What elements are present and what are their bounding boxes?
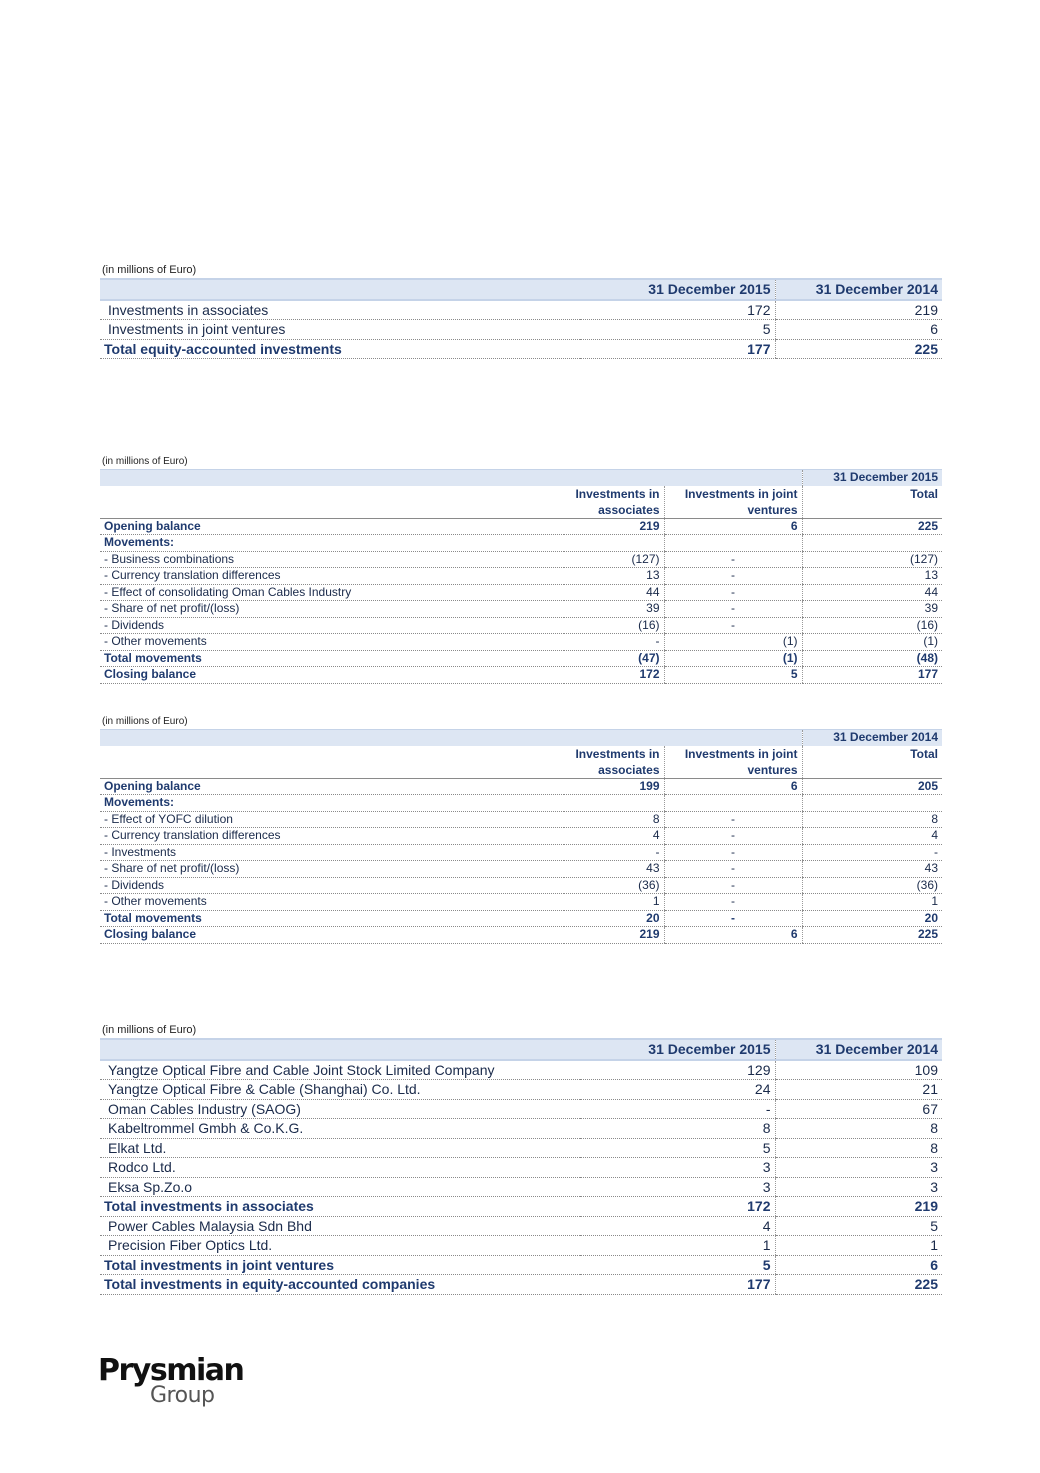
value-joint-ventures: - <box>664 568 802 585</box>
value-associates: 1 <box>564 894 664 911</box>
value-joint-ventures: 6 <box>664 927 802 944</box>
period-row <box>100 470 942 486</box>
table-row <box>100 1255 942 1275</box>
unit-label: (in millions of Euro) <box>102 456 188 467</box>
header-label <box>100 1039 580 1060</box>
col-associates: Investments in associates <box>575 486 660 517</box>
col-total: Total <box>802 746 942 779</box>
row-label: - Other movements <box>100 634 564 651</box>
value-associates: 4 <box>564 828 664 845</box>
value-2015: 24 <box>580 1080 775 1100</box>
row-label: - Share of net profit/(loss) <box>100 861 564 878</box>
value-total: 205 <box>802 778 942 795</box>
value-joint-ventures: - <box>664 584 802 601</box>
table-row <box>100 1236 942 1256</box>
movements-2014-table <box>100 729 942 944</box>
value-associates: (47) <box>564 650 664 667</box>
value-2015: 5 <box>580 1138 775 1158</box>
value-total: 4 <box>802 828 942 845</box>
header-2015: 31 December 2015 <box>580 279 775 300</box>
value-2015: 4 <box>580 1216 775 1236</box>
row-label: Closing balance <box>100 927 564 944</box>
value-2014: 67 <box>775 1099 942 1119</box>
value-joint-ventures: - <box>664 844 802 861</box>
row-label: Movements: <box>100 535 564 552</box>
value-total: 20 <box>802 910 942 927</box>
value-joint-ventures <box>664 535 802 552</box>
value-associates: (127) <box>564 551 664 568</box>
movements-2015 <box>100 456 942 684</box>
value-total <box>802 535 942 552</box>
value-associates <box>564 535 664 552</box>
row-label: - Business combinations <box>100 551 564 568</box>
table-row <box>100 1060 942 1080</box>
row-label: Closing balance <box>100 667 564 684</box>
table-row <box>100 1158 942 1178</box>
row-label: Rodco Ltd. <box>100 1158 580 1178</box>
value-joint-ventures: 6 <box>664 778 802 795</box>
table-row <box>100 844 942 861</box>
period-label: 31 December 2015 <box>802 470 942 486</box>
value-2014: 6 <box>775 320 942 340</box>
row-label: Yangtze Optical Fibre and Cable Joint Stock Limited Company <box>100 1060 580 1080</box>
value-total: (127) <box>802 551 942 568</box>
equity-investments-summary <box>100 264 942 359</box>
value-total: - <box>802 844 942 861</box>
table-row <box>100 1138 942 1158</box>
value-joint-ventures: - <box>664 894 802 911</box>
table-row <box>100 1080 942 1100</box>
value-joint-ventures: 5 <box>664 667 802 684</box>
header-label <box>100 279 580 300</box>
table-row <box>100 634 942 651</box>
value-joint-ventures: - <box>664 861 802 878</box>
table-row <box>100 861 942 878</box>
value-2015: 5 <box>580 1255 775 1275</box>
table-row <box>100 339 942 359</box>
value-joint-ventures: (1) <box>664 634 802 651</box>
value-joint-ventures: - <box>664 617 802 634</box>
table-row <box>100 1275 942 1295</box>
row-label: Oman Cables Industry (SAOG) <box>100 1099 580 1119</box>
value-2014: 225 <box>775 339 942 359</box>
value-2015: 172 <box>580 300 775 320</box>
table-row <box>100 667 942 684</box>
row-label: Elkat Ltd. <box>100 1138 580 1158</box>
table-row <box>100 828 942 845</box>
row-label: Total movements <box>100 910 564 927</box>
row-label: Movements: <box>100 795 564 812</box>
row-label: - Share of net profit/(loss) <box>100 601 564 618</box>
col-joint-ventures: Investments in joint ventures <box>664 486 802 519</box>
value-joint-ventures: - <box>664 828 802 845</box>
value-joint-ventures: 6 <box>664 518 802 535</box>
col-associates: Investments in associates <box>575 746 660 777</box>
value-2014: 6 <box>775 1255 942 1275</box>
value-associates: (36) <box>564 877 664 894</box>
header-row <box>100 279 942 300</box>
value-2015: - <box>580 1099 775 1119</box>
unit-label: (in millions of Euro) <box>102 264 197 276</box>
table-row <box>100 320 942 340</box>
value-2015: 172 <box>580 1197 775 1217</box>
value-2014: 219 <box>775 1197 942 1217</box>
row-label: Power Cables Malaysia Sdn Bhd <box>100 1216 580 1236</box>
table-row <box>100 650 942 667</box>
value-joint-ventures: - <box>664 551 802 568</box>
value-total: 13 <box>802 568 942 585</box>
company-table <box>100 1038 942 1295</box>
row-label: Total equity-accounted investments <box>100 339 580 359</box>
table-row <box>100 518 942 535</box>
value-total: (1) <box>802 634 942 651</box>
value-2015: 177 <box>580 1275 775 1295</box>
value-total: 225 <box>802 927 942 944</box>
value-joint-ventures: - <box>664 601 802 618</box>
value-associates: 20 <box>564 910 664 927</box>
row-label: Kabeltrommel Gmbh & Co.K.G. <box>100 1119 580 1139</box>
value-total: (16) <box>802 617 942 634</box>
value-total: 44 <box>802 584 942 601</box>
table-row <box>100 1177 942 1197</box>
table-row <box>100 300 942 320</box>
value-associates <box>564 795 664 812</box>
value-total: (36) <box>802 877 942 894</box>
value-2015: 3 <box>580 1158 775 1178</box>
header-2014: 31 December 2014 <box>775 279 942 300</box>
column-header-row <box>100 746 942 779</box>
table-row <box>100 1197 942 1217</box>
value-2015: 1 <box>580 1236 775 1256</box>
value-total: (48) <box>802 650 942 667</box>
table-row <box>100 1216 942 1236</box>
table-row <box>100 877 942 894</box>
table-row <box>100 584 942 601</box>
value-2014: 3 <box>775 1158 942 1178</box>
value-joint-ventures <box>664 795 802 812</box>
value-total: 177 <box>802 667 942 684</box>
value-total: 1 <box>802 894 942 911</box>
row-label: - Dividends <box>100 877 564 894</box>
unit-label: (in millions of Euro) <box>102 716 188 727</box>
row-label: - Effect of consolidating Oman Cables Industry <box>100 584 564 601</box>
table-row <box>100 795 942 812</box>
value-associates: 43 <box>564 861 664 878</box>
row-label: Total investments in equity-accounted companies <box>100 1275 580 1295</box>
row-label: Total investments in associates <box>100 1197 580 1217</box>
value-associates: 219 <box>564 518 664 535</box>
table-row <box>100 778 942 795</box>
value-joint-ventures: - <box>664 877 802 894</box>
column-header-row <box>100 486 942 519</box>
value-2014: 5 <box>775 1216 942 1236</box>
value-total: 39 <box>802 601 942 618</box>
logo-sub-text: Group <box>150 1383 215 1408</box>
table-row <box>100 927 942 944</box>
table-row <box>100 1099 942 1119</box>
row-label: - Other movements <box>100 894 564 911</box>
value-associates: - <box>564 634 664 651</box>
value-total: 8 <box>802 811 942 828</box>
investments-by-company <box>100 1024 942 1295</box>
value-associates: 13 <box>564 568 664 585</box>
value-joint-ventures: - <box>664 811 802 828</box>
value-2015: 129 <box>580 1060 775 1080</box>
header-2015: 31 December 2015 <box>580 1039 775 1060</box>
table-row <box>100 568 942 585</box>
value-2014: 109 <box>775 1060 942 1080</box>
value-associates: (16) <box>564 617 664 634</box>
summary-table <box>100 278 942 359</box>
movements-2015-table <box>100 469 942 684</box>
row-label: - Currency translation differences <box>100 828 564 845</box>
value-associates: 8 <box>564 811 664 828</box>
value-total: 225 <box>802 518 942 535</box>
value-associates: - <box>564 844 664 861</box>
value-2014: 219 <box>775 300 942 320</box>
row-label: - Investments <box>100 844 564 861</box>
row-label: Total investments in joint ventures <box>100 1255 580 1275</box>
table-row <box>100 1119 942 1139</box>
value-2014: 8 <box>775 1119 942 1139</box>
row-label: - Currency translation differences <box>100 568 564 585</box>
table-row <box>100 535 942 552</box>
value-2014: 8 <box>775 1138 942 1158</box>
value-total: 43 <box>802 861 942 878</box>
table-row <box>100 894 942 911</box>
value-joint-ventures: (1) <box>664 650 802 667</box>
table-row <box>100 601 942 618</box>
period-row <box>100 730 942 746</box>
row-label: - Effect of YOFC dilution <box>100 811 564 828</box>
value-2014: 21 <box>775 1080 942 1100</box>
row-label: Opening balance <box>100 518 564 535</box>
value-associates: 199 <box>564 778 664 795</box>
value-associates: 172 <box>564 667 664 684</box>
row-label: Yangtze Optical Fibre & Cable (Shanghai) Co. Ltd. <box>100 1080 580 1100</box>
row-label: Investments in joint ventures <box>100 320 580 340</box>
period-label: 31 December 2014 <box>802 730 942 746</box>
row-label: - Dividends <box>100 617 564 634</box>
table-row <box>100 811 942 828</box>
row-label: Total movements <box>100 650 564 667</box>
value-2014: 3 <box>775 1177 942 1197</box>
value-2015: 8 <box>580 1119 775 1139</box>
value-associates: 219 <box>564 927 664 944</box>
value-joint-ventures: - <box>664 910 802 927</box>
value-total <box>802 795 942 812</box>
table-row <box>100 551 942 568</box>
value-2014: 1 <box>775 1236 942 1256</box>
value-associates: 39 <box>564 601 664 618</box>
movements-2014 <box>100 716 942 944</box>
prysmian-logo <box>98 1353 244 1408</box>
value-2014: 225 <box>775 1275 942 1295</box>
value-2015: 3 <box>580 1177 775 1197</box>
table-row <box>100 617 942 634</box>
logo-main-text: Prysmian <box>98 1353 244 1388</box>
header-row <box>100 1039 942 1060</box>
row-label: Opening balance <box>100 778 564 795</box>
header-2014: 31 December 2014 <box>775 1039 942 1060</box>
value-2015: 177 <box>580 339 775 359</box>
row-label: Precision Fiber Optics Ltd. <box>100 1236 580 1256</box>
value-associates: 44 <box>564 584 664 601</box>
col-joint-ventures: Investments in joint ventures <box>664 746 802 779</box>
row-label: Eksa Sp.Zo.o <box>100 1177 580 1197</box>
unit-label: (in millions of Euro) <box>102 1024 197 1036</box>
col-total: Total <box>802 486 942 519</box>
value-2015: 5 <box>580 320 775 340</box>
row-label: Investments in associates <box>100 300 580 320</box>
table-row <box>100 910 942 927</box>
